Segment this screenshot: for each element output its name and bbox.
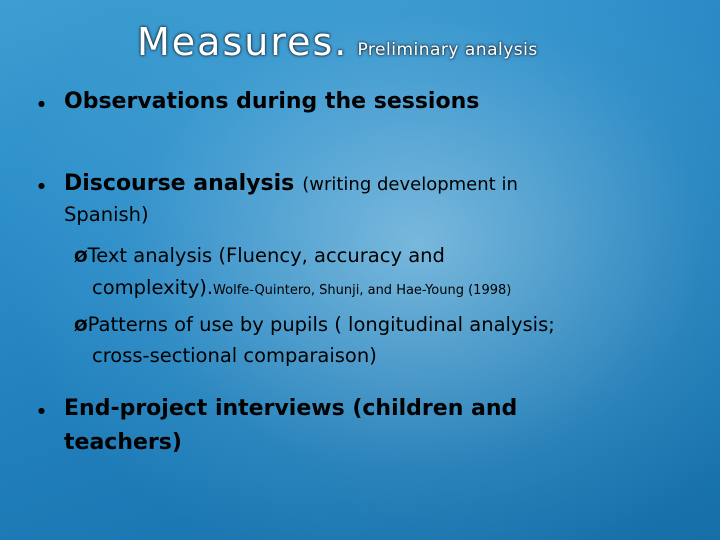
discourse-note-cont: Spanish) [64,203,149,226]
bullet-icon: ● [38,99,45,108]
bullet-icon: ● [38,406,45,415]
text-analysis-line1: Text analysis (Fluency, accuracy and [87,244,445,267]
title-subtitle: Preliminary analysis [357,40,538,60]
patterns-line1: Patterns of use by pupils ( longitudinal analysis; [87,313,555,336]
slide-title [137,20,538,64]
text-analysis-line2: complexity). [92,276,214,299]
arrow-bullet-icon: Ø [74,247,88,266]
citation: Wolfe-Quintero, Shunji, and Hae-Young (1998) [213,283,512,298]
bullet-observations: Observations during the sessions [64,89,480,114]
subitem-text-analysis-cont [74,272,511,307]
bullet-interviews-cont: teachers) [64,430,182,455]
arrow-bullet-icon: Ø [74,316,88,335]
patterns-line2: cross-sectional comparaison) [92,344,377,367]
discourse-label: Discourse analysis [64,171,295,196]
subitem-text-analysis [74,240,445,273]
bullet-interviews: End-project interviews (children and [64,396,518,421]
bullet-discourse [64,169,518,200]
discourse-note: (writing development in [302,174,518,195]
subitem-patterns [74,309,555,342]
title-main: Measures. [137,20,349,64]
bullet-icon: ● [38,181,45,190]
